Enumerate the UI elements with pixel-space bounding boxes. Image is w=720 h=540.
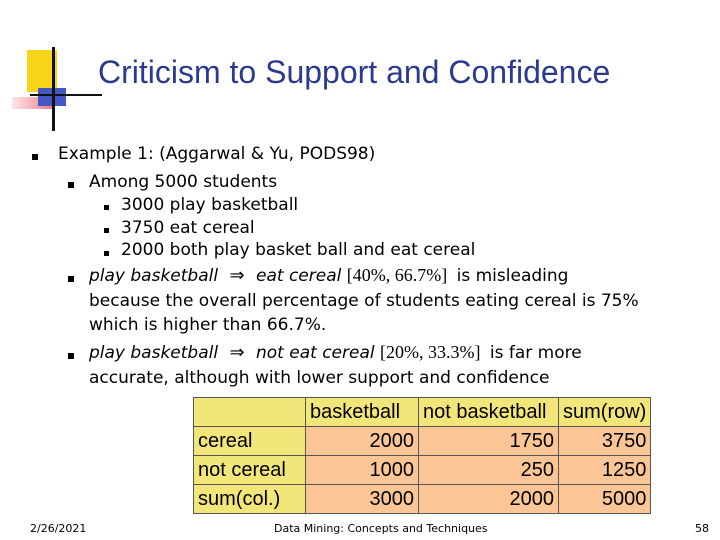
rule1-line — [89, 265, 568, 286]
rule2-lhs: play basketball — [89, 343, 219, 363]
stat-item: 3750 eat cereal — [121, 218, 255, 238]
table-header-cell: not basketball — [419, 398, 559, 427]
stat-item: 3000 play basketball — [121, 195, 299, 215]
logo-vertical-line — [52, 47, 55, 131]
rule2-tail: is far more — [489, 343, 582, 363]
table-cell: 2000 — [306, 427, 419, 456]
table-row — [194, 485, 651, 514]
rule1-line2: because the overall percentage of students eating cereal is 75% — [89, 291, 639, 311]
table-cell: 3750 — [559, 427, 651, 456]
bullet-icon — [68, 353, 74, 359]
table-row — [194, 427, 651, 456]
slide-title: Criticism to Support and Confidence — [98, 54, 611, 90]
table-cell: 3000 — [306, 485, 419, 514]
rule2-rhs: not eat cereal — [256, 343, 375, 363]
table-cell: 5000 — [559, 485, 651, 514]
bullet-icon — [32, 154, 38, 160]
table-cell: 2000 — [419, 485, 559, 514]
rule1-tail: is misleading — [456, 266, 569, 286]
bullet-icon — [104, 251, 109, 256]
among-text: Among 5000 students — [89, 172, 278, 192]
table-row-label: not cereal — [194, 456, 306, 485]
bullet-icon — [68, 182, 74, 188]
contingency-table — [193, 397, 651, 514]
bullet-icon — [104, 205, 109, 210]
logo-horizontal-line — [30, 94, 102, 96]
table-row — [194, 456, 651, 485]
table-row-label: cereal — [194, 427, 306, 456]
table-cell: 1750 — [419, 427, 559, 456]
table-header-cell — [194, 398, 306, 427]
bullet-icon — [104, 228, 109, 233]
table-row-label: sum(col.) — [194, 485, 306, 514]
rule1-lhs: play basketball — [89, 266, 219, 286]
table-header-cell: sum(row) — [559, 398, 651, 427]
table-cell: 1250 — [559, 456, 651, 485]
footer-date: 2/26/2021 — [30, 522, 87, 535]
rule1-rhs: eat cereal — [256, 266, 342, 286]
page-number: 58 — [695, 522, 709, 535]
table-cell: 1000 — [306, 456, 419, 485]
rule2-metrics: [20%, 33.3%] — [380, 342, 481, 362]
bullet-icon — [68, 276, 74, 282]
implies-icon: ⇒ — [229, 265, 245, 285]
rule1-line3: which is higher than 66.7%. — [89, 315, 327, 335]
implies-icon: ⇒ — [229, 342, 245, 362]
table-header-row — [194, 398, 651, 427]
rule2-line — [89, 342, 582, 363]
example-heading: Example 1: (Aggarwal & Yu, PODS98) — [58, 144, 376, 164]
rule1-metrics: [40%, 66.7%] — [346, 265, 448, 285]
table-header-cell: basketball — [306, 398, 419, 427]
footer-title: Data Mining: Concepts and Techniques — [274, 522, 488, 535]
stat-item: 2000 both play basket ball and eat cereal — [121, 240, 476, 260]
table-cell: 250 — [419, 456, 559, 485]
rule2-line2: accurate, although with lower support and confidence — [89, 368, 550, 388]
